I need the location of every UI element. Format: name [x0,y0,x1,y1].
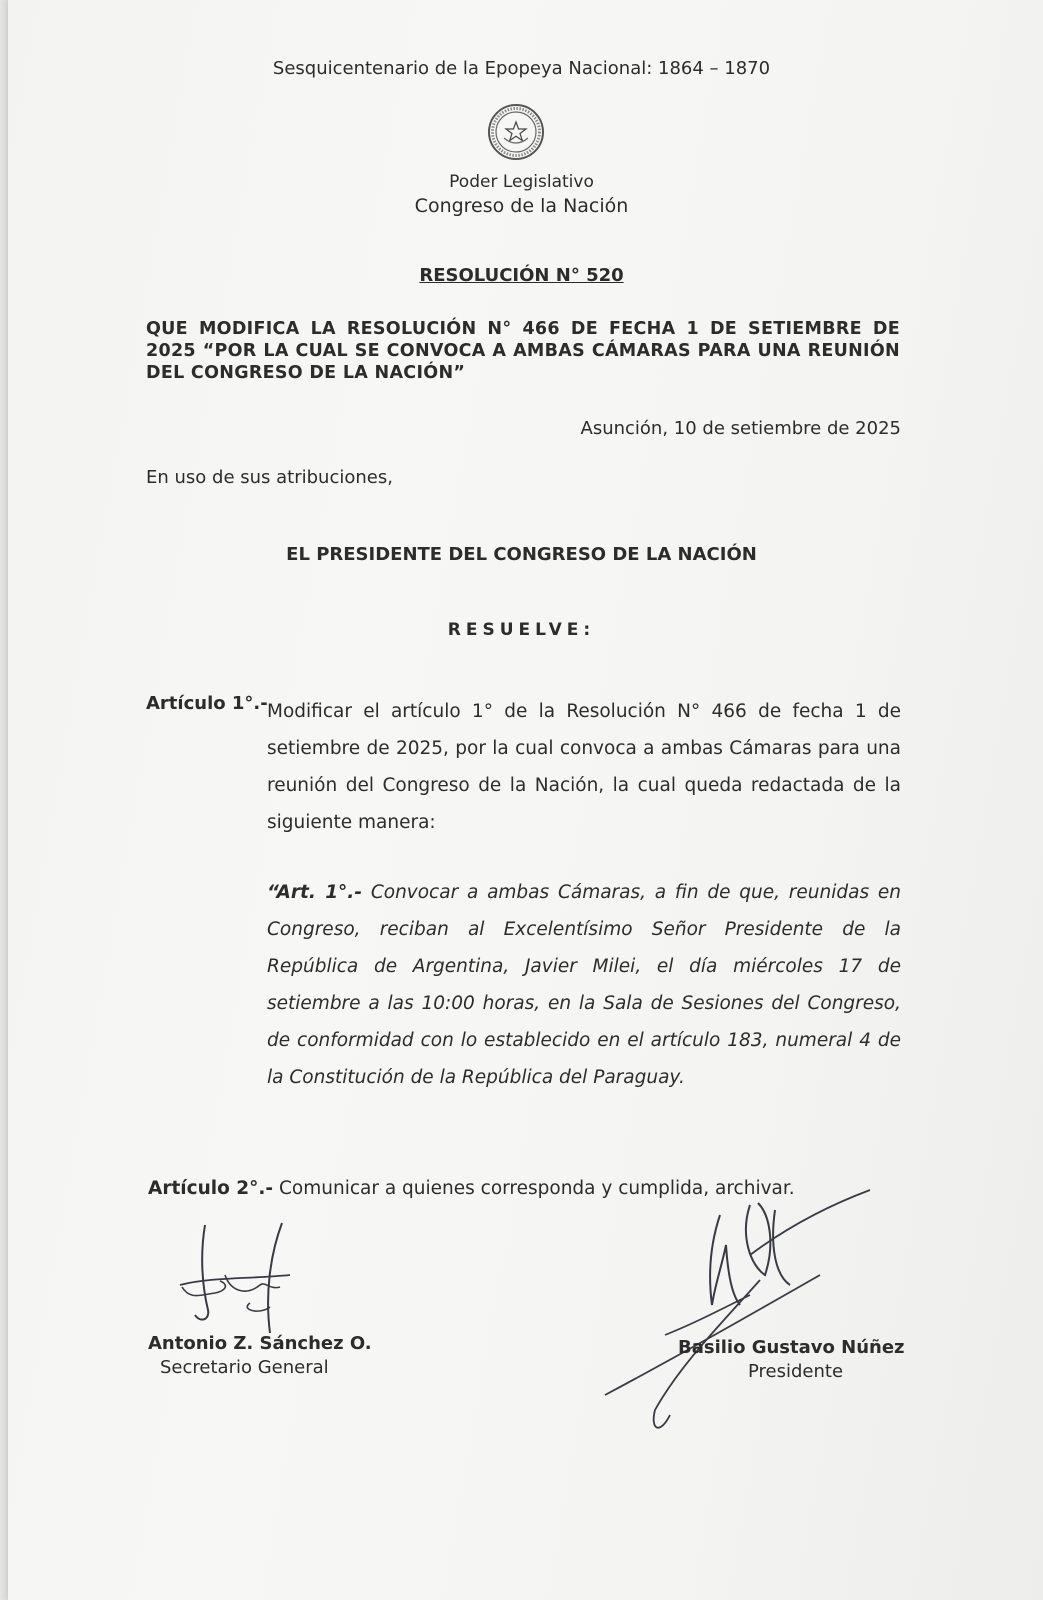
article-1-label: Artículo 1°.- [146,693,268,714]
article-2-label: Artículo 2°.- [148,1178,274,1199]
president-signature [600,1185,880,1445]
president-role: Presidente [748,1361,844,1382]
quoted-article-text: Convocar a ambas Cámaras, a fin de que, reunidas en Congreso, reciban al Excelentísimo Señor Presidente de la República de Argentina, Javier Milei, el día miércoles 17 de setiembre a las 10:00 horas, en la Sala de Sesiones del Congreso, de conformidad con lo establecido en el artículo 183, numeral 4 de la Constitución de la República del Paraguay. [267,882,901,1088]
branch-label: Poder Legislativo [449,172,594,192]
quoted-article [267,874,901,1096]
article-1-text: Modificar el artículo 1° de la Resolución N° 466 de fecha 1 de setiembre de 2025, por la cual convoca a ambas Cámaras para una reunión del Congreso de la Nación, la cual queda redactada de la siguiente manera: [267,701,901,833]
resolution-number: RESOLUCIÓN N° 520 [419,265,624,286]
resolves-heading: RESUELVE: [447,620,596,640]
secretary-signature [170,1215,310,1345]
secretary-role: Secretario General [160,1357,329,1378]
place-date: Asunción, 10 de setiembre de 2025 [580,418,901,439]
institution-label: Congreso de la Nación [414,195,629,217]
resolution-subject: QUE MODIFICA LA RESOLUCIÓN N° 466 DE FECHA 1 DE SETIEMBRE DE 2025 “POR LA CUAL SE CONVOCA A AMBAS CÁMARAS PARA UNA REUNIÓN DEL CONGRESO DE LA NACIÓN” [146,319,900,383]
motto-line: Sesquicentenario de la Epopeya Nacional: 1864 – 1870 [272,58,771,79]
national-seal-icon [486,102,546,162]
article-2-text: Comunicar a quienes corresponda y cumplida, archivar. [278,1178,795,1199]
president-name: Basilio Gustavo Núñez [678,1337,905,1358]
preamble: En uso de sus atribuciones, [146,467,393,488]
secretary-name: Antonio Z. Sánchez O. [148,1333,372,1354]
quoted-article-label: “Art. 1°.- [267,882,363,903]
authority-heading: EL PRESIDENTE DEL CONGRESO DE LA NACIÓN [286,544,757,565]
